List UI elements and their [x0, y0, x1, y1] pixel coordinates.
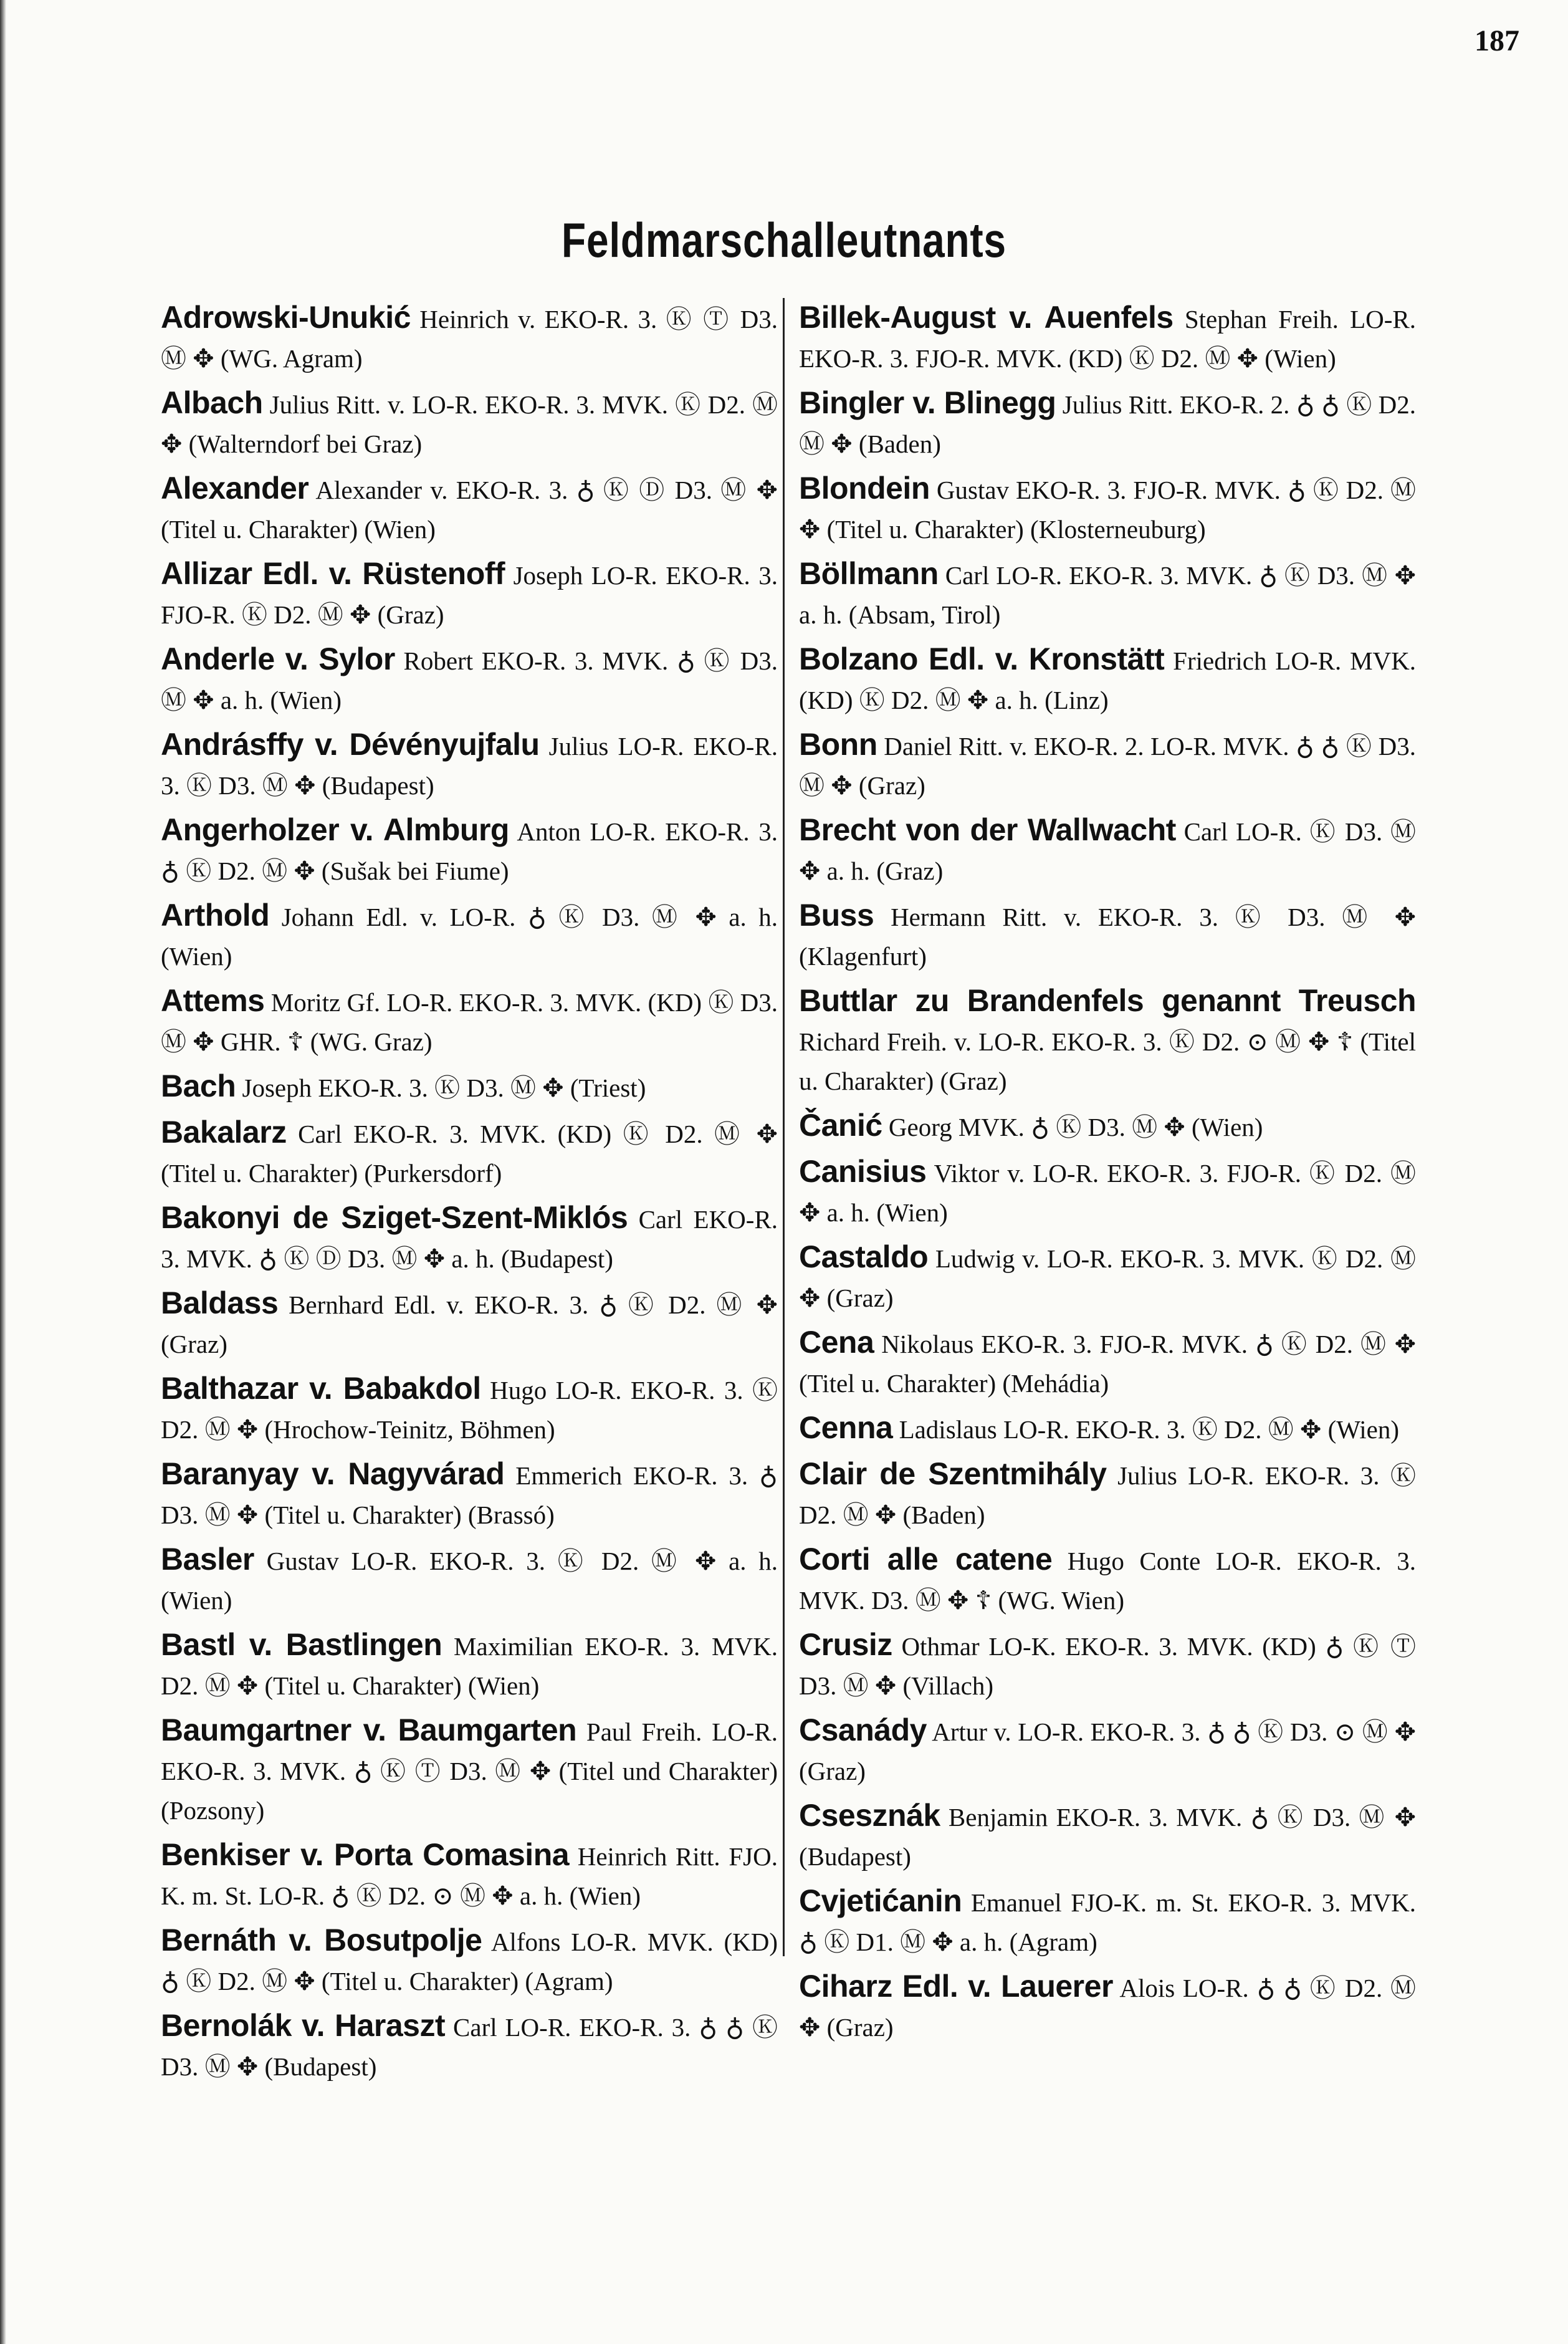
entry-details: Johann Edl. v. LO-R. ♁ Ⓚ D3. Ⓜ ✥ a. h. (Wien)	[161, 903, 778, 971]
entry-details: Julius LO-R. EKO-R. 3. Ⓚ D2. Ⓜ ✥ (Baden)	[799, 1461, 1417, 1529]
entry-name: Čanić	[799, 1108, 882, 1143]
entry-details: Daniel Ritt. v. EKO-R. 2. LO-R. MVK. ♁ ♁ Ⓚ D3. Ⓜ ✥ (Graz)	[799, 732, 1416, 800]
entry-name: Buss	[799, 898, 874, 933]
entry-details: Hugo Conte LO-R. EKO-R. 3. MVK. D3. Ⓜ ✥ ☦ (WG. Wien)	[799, 1547, 1416, 1615]
directory-entry	[161, 1711, 778, 1830]
entry-details: Stephan Freih. LO-R. EKO-R. 3. FJO-R. MVK. (KD) Ⓚ D2. Ⓜ ✥ (Wien)	[799, 305, 1416, 373]
left-column	[161, 298, 778, 2092]
entry-details: Nikolaus EKO-R. 3. FJO-R. MVK. ♁ Ⓚ D2. Ⓜ ✥ (Titel u. Charakter) (Mehádia)	[799, 1330, 1416, 1398]
directory-entry	[799, 1881, 1416, 1962]
entry-name: Adrowski-Unukić	[161, 300, 411, 335]
directory-entry	[161, 554, 778, 635]
entry-name: Albach	[161, 385, 263, 420]
entry-name: Arthold	[161, 898, 270, 933]
entry-details: Benjamin EKO-R. 3. MVK. ♁ Ⓚ D3. Ⓜ ✥ (Budapest)	[799, 1803, 1416, 1871]
entry-name: Bernáth v. Bosutpolje	[161, 1923, 482, 1957]
directory-entry	[161, 1625, 778, 1706]
entry-details: Artur v. LO-R. EKO-R. 3. ♁ ♁ Ⓚ D3. ⊙ Ⓜ ✥ (Graz)	[799, 1717, 1416, 1785]
entry-details: Maximilian EKO-R. 3. MVK. D2. Ⓜ ✥ (Titel u. Charakter) (Wien)	[161, 1632, 778, 1700]
directory-entry	[161, 298, 778, 378]
entry-details: Julius LO-R. EKO-R. 3. Ⓚ D3. Ⓜ ✥ (Budapest)	[161, 732, 778, 800]
entry-name: Bach	[161, 1069, 236, 1103]
entry-details: Moritz Gf. LO-R. EKO-R. 3. MVK. (KD) Ⓚ D3. Ⓜ ✥ GHR. ☦ (WG. Graz)	[161, 988, 778, 1056]
directory-entry	[799, 1796, 1416, 1876]
directory-entry	[799, 1711, 1416, 1791]
page-number: 187	[1475, 24, 1519, 57]
directory-entry	[161, 810, 778, 891]
entry-details: Carl LO-R. EKO-R. 3. MVK. ♁ Ⓚ D3. Ⓜ ✥ a. h. (Absam, Tirol)	[799, 561, 1416, 629]
entry-name: Blondein	[799, 471, 930, 506]
directory-entry	[799, 1454, 1416, 1535]
directory-entry	[161, 1835, 778, 1916]
entry-details: Hermann Ritt. v. EKO-R. 3. Ⓚ D3. Ⓜ ✥ (Klagenfurt)	[799, 903, 1416, 971]
entry-details: Emmerich EKO-R. 3. ♁ D3. Ⓜ ✥ (Titel u. Charakter) (Brassó)	[161, 1461, 778, 1529]
entry-name: Csanády	[799, 1712, 927, 1747]
directory-entry	[161, 1198, 778, 1279]
entry-name: Buttlar zu Brandenfels genannt Treusch	[799, 983, 1416, 1018]
entry-name: Brecht von der Wallwacht	[799, 812, 1176, 847]
entry-name: Bolzano Edl. v. Kronstätt	[799, 641, 1165, 676]
entry-name: Basler	[161, 1542, 254, 1577]
entry-details: Alois LO-R. ♁ ♁ Ⓚ D2. Ⓜ ✥ (Graz)	[799, 1974, 1416, 2042]
entry-details: Gustav LO-R. EKO-R. 3. Ⓚ D2. Ⓜ ✥ a. h. (Wien)	[161, 1547, 778, 1615]
entry-name: Böllmann	[799, 556, 939, 591]
directory-entry	[799, 810, 1416, 891]
directory-entry	[799, 1540, 1416, 1620]
entry-details: Ludwig v. LO-R. EKO-R. 3. MVK. Ⓚ D2. Ⓜ ✥ (Graz)	[799, 1244, 1416, 1312]
entry-name: Allizar Edl. v. Rüstenoff	[161, 556, 505, 591]
directory-entry	[161, 1113, 778, 1193]
directory-entry	[161, 383, 778, 464]
entry-name: Bernolák v. Haraszt	[161, 2008, 446, 2043]
directory-entry	[799, 1408, 1416, 1449]
entry-name: Anderle v. Sylor	[161, 641, 395, 676]
entry-details: Alfons LO-R. MVK. (KD) ♁ Ⓚ D2. Ⓜ ✥ (Titel u. Charakter) (Agram)	[161, 1928, 778, 1996]
directory-entry	[799, 298, 1416, 378]
entry-name: Balthazar v. Babakdol	[161, 1371, 481, 1406]
entry-details: Heinrich Ritt. FJO. K. m. St. LO-R. ♁ Ⓚ D2. ⊙ Ⓜ ✥ a. h. (Wien)	[161, 1842, 778, 1910]
directory-entry	[799, 1625, 1416, 1706]
entry-name: Ciharz Edl. v. Lauerer	[799, 1969, 1113, 2004]
entry-details: Carl LO-R. Ⓚ D3. Ⓜ ✥ a. h. (Graz)	[799, 817, 1417, 885]
entry-name: Bonn	[799, 727, 877, 762]
directory-entry	[799, 1237, 1416, 1318]
entry-details: Richard Freih. v. LO-R. EKO-R. 3. Ⓚ D2. ⊙ Ⓜ ✥ ☦ (Titel u. Charakter) (Graz)	[799, 1027, 1416, 1095]
entry-details: Emanuel FJO-K. m. St. EKO-R. 3. MVK. ♁ Ⓚ D1. Ⓜ ✥ a. h. (Agram)	[799, 1888, 1416, 1956]
directory-entry	[799, 1967, 1416, 2047]
entry-name: Attems	[161, 983, 265, 1018]
directory-entry	[799, 1152, 1416, 1232]
directory-entry	[799, 383, 1416, 464]
entry-name: Baldass	[161, 1285, 279, 1320]
entry-name: Castaldo	[799, 1239, 929, 1274]
directory-entry	[799, 725, 1416, 805]
entry-details: Carl EKO-R. 3. MVK. (KD) Ⓚ D2. Ⓜ ✥ (Titel u. Charakter) (Purkersdorf)	[161, 1120, 778, 1188]
entry-details: Anton LO-R. EKO-R. 3. ♁ Ⓚ D2. Ⓜ ✥ (Sušak bei Fiume)	[161, 817, 778, 885]
entry-name: Cvjetićanin	[799, 1883, 962, 1918]
entry-details: Julius Ritt. EKO-R. 2. ♁ ♁ Ⓚ D2. Ⓜ ✥ (Baden)	[799, 390, 1416, 458]
entry-name: Bingler v. Blinegg	[799, 385, 1056, 420]
entry-details: Viktor v. LO-R. EKO-R. 3. FJO-R. Ⓚ D2. Ⓜ ✥ a. h. (Wien)	[799, 1159, 1416, 1227]
entry-details: Alexander v. EKO-R. 3. ♁ Ⓚ Ⓓ D3. Ⓜ ✥ (Titel u. Charakter) (Wien)	[161, 476, 778, 544]
entry-name: Benkiser v. Porta Comasina	[161, 1837, 570, 1872]
entry-details: Bernhard Edl. v. EKO-R. 3. ♁ Ⓚ D2. Ⓜ ✥ (Graz)	[161, 1290, 778, 1358]
entry-name: Bakalarz	[161, 1115, 287, 1150]
entry-details: Joseph EKO-R. 3. Ⓚ D3. Ⓜ ✥ (Triest)	[236, 1074, 646, 1102]
entry-name: Alexander	[161, 471, 309, 506]
scan-edge-shadow	[0, 0, 6, 2344]
directory-entry	[161, 1921, 778, 2001]
directory-entry	[799, 1323, 1416, 1403]
directory-entry	[161, 981, 778, 1062]
column-divider	[783, 298, 785, 1956]
entry-name: Corti alle catene	[799, 1542, 1053, 1577]
entry-name: Angerholzer v. Almburg	[161, 812, 509, 847]
entry-details: Georg MVK. ♁ Ⓚ D3. Ⓜ ✥ (Wien)	[882, 1113, 1263, 1141]
directory-entry	[161, 1067, 778, 1108]
entry-details: Friedrich LO-R. MVK. (KD) Ⓚ D2. Ⓜ ✥ a. h. (Linz)	[799, 646, 1416, 714]
entry-name: Crusiz	[799, 1627, 892, 1662]
directory-entry	[799, 981, 1416, 1101]
entry-details: Julius Ritt. v. LO-R. EKO-R. 3. MVK. Ⓚ D2. Ⓜ ✥ (Walterndorf bei Graz)	[161, 390, 778, 458]
entry-name: Baumgartner v. Baumgarten	[161, 1712, 577, 1747]
directory-entry	[161, 1284, 778, 1364]
directory-entry	[161, 640, 778, 720]
directory-entry	[799, 640, 1416, 720]
entry-name: Andrásffy v. Dévényujfalu	[161, 727, 540, 762]
entry-name: Cena	[799, 1325, 874, 1360]
directory-entry	[799, 896, 1416, 976]
directory-entry	[161, 1454, 778, 1535]
directory-entry	[799, 554, 1416, 635]
entry-name: Bastl v. Bastlingen	[161, 1627, 442, 1662]
entry-name: Clair de Szentmihály	[799, 1456, 1107, 1491]
directory-entry	[161, 1369, 778, 1449]
entry-name: Csesznák	[799, 1798, 940, 1833]
entry-details: Hugo LO-R. EKO-R. 3. Ⓚ D2. Ⓜ ✥ (Hrochow-Teinitz, Böhmen)	[161, 1376, 778, 1444]
entry-name: Canisius	[799, 1154, 927, 1189]
directory-entry	[161, 2006, 778, 2087]
page-title: Feldmarschalleutnants	[562, 213, 1006, 267]
directory-entry	[161, 725, 778, 805]
right-column	[799, 298, 1416, 2052]
directory-entry	[161, 1540, 778, 1620]
entry-name: Baranyay v. Nagyvárad	[161, 1456, 505, 1491]
entry-details: Joseph LO-R. EKO-R. 3. FJO-R. Ⓚ D2. Ⓜ ✥ (Graz)	[161, 561, 778, 629]
entry-details: Paul Freih. LO-R. EKO-R. 3. MVK. ♁ Ⓚ Ⓣ D3. Ⓜ ✥ (Titel und Charakter) (Pozsony)	[161, 1717, 778, 1825]
entry-name: Cenna	[799, 1410, 893, 1445]
directory-entry	[161, 469, 778, 549]
entry-name: Bakonyi de Sziget-Szent-Miklós	[161, 1200, 628, 1235]
entry-details: Ladislaus LO-R. EKO-R. 3. Ⓚ D2. Ⓜ ✥ (Wien)	[892, 1415, 1400, 1444]
directory-entry	[799, 1106, 1416, 1147]
entry-details: Carl LO-R. EKO-R. 3. ♁ ♁ Ⓚ D3. Ⓜ ✥ (Budapest)	[161, 2013, 778, 2081]
entry-details: Robert EKO-R. 3. MVK. ♁ Ⓚ D3. Ⓜ ✥ a. h. (Wien)	[161, 646, 778, 714]
directory-entry	[799, 469, 1416, 549]
entry-details: Carl EKO-R. 3. MVK. ♁ Ⓚ Ⓓ D3. Ⓜ ✥ a. h. (Budapest)	[161, 1205, 778, 1273]
directory-entry	[161, 896, 778, 976]
entry-details: Gustav EKO-R. 3. FJO-R. MVK. ♁ Ⓚ D2. Ⓜ ✥ (Titel u. Charakter) (Klosterneuburg)	[799, 476, 1416, 544]
entry-details: Othmar LO-K. EKO-R. 3. MVK. (KD) ♁ Ⓚ Ⓣ D3. Ⓜ ✥ (Villach)	[799, 1632, 1416, 1700]
entry-details: Heinrich v. EKO-R. 3. Ⓚ Ⓣ D3. Ⓜ ✥ (WG. Agram)	[161, 305, 778, 373]
entry-name: Billek-August v. Auenfels	[799, 300, 1174, 335]
